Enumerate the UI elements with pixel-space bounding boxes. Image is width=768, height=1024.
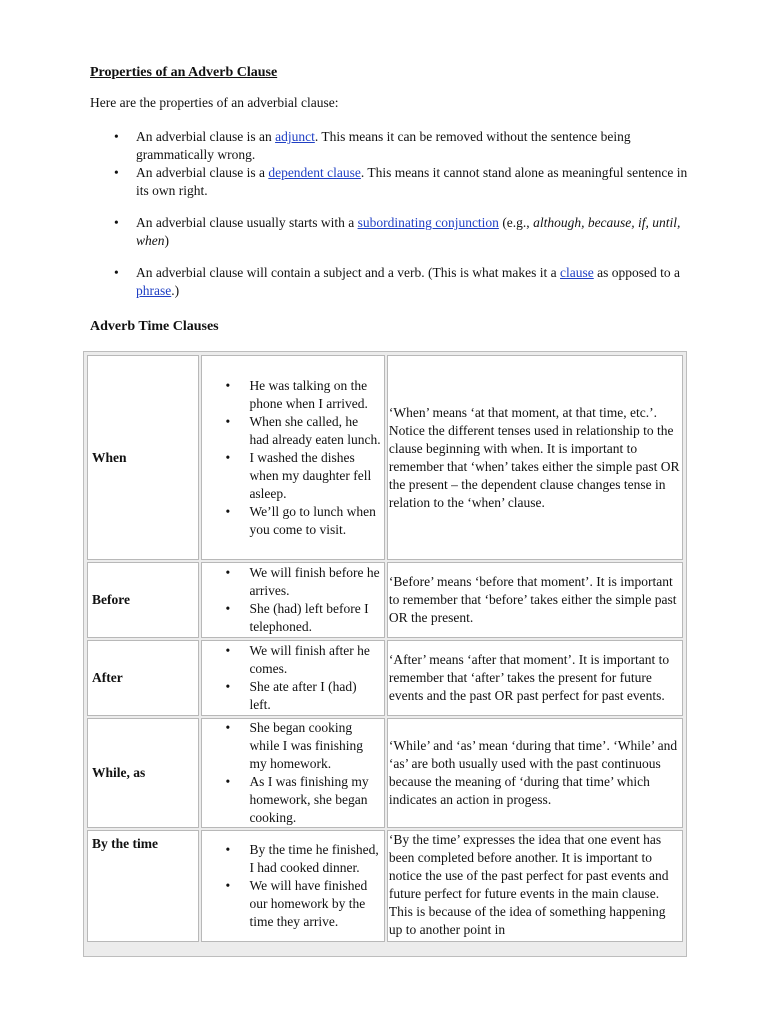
- examples-cell: [201, 830, 384, 942]
- clause-label: By the time: [87, 830, 199, 942]
- explanation-cell: ‘When’ means ‘at that moment, at that time, etc.’. Notice the different tenses used in relationship to the clause beginning with when. It is important to remember that ‘when’ takes either the simple past OR the present – the dependent clause changes tense in relation to the ‘when’ clause.: [387, 355, 683, 560]
- clause-label: After: [87, 640, 199, 716]
- example-item: • We will finish after he comes.: [203, 642, 382, 678]
- examples-cell: [201, 718, 384, 828]
- clause-link[interactable]: clause: [560, 265, 594, 280]
- clause-label: Before: [87, 562, 199, 638]
- example-item: • I washed the dishes when my daughter fell asleep.: [203, 449, 382, 503]
- phrase-link[interactable]: phrase: [136, 283, 172, 298]
- example-item: • As I was finishing my homework, she began cooking.: [203, 773, 382, 827]
- example-item: • We will finish before he arrives.: [203, 564, 382, 600]
- list-item: • An adverbial clause is an adjunct. This means it can be removed without the sentence being grammatically wrong.: [90, 128, 690, 164]
- table-row: [87, 640, 683, 716]
- table-row: [87, 355, 683, 560]
- example-item: • When she called, he had already eaten lunch.: [203, 413, 382, 449]
- example-item: • She (had) left before I telephoned.: [203, 600, 382, 636]
- explanation-cell: ‘Before’ means ‘before that moment’. It is important to remember that ‘before’ takes either the simple past OR the present.: [387, 562, 683, 638]
- intro-text: Here are the properties of an adverbial clause:: [90, 95, 339, 110]
- example-item: • By the time he finished, I had cooked dinner.: [203, 841, 382, 877]
- list-item: • An adverbial clause will contain a subject and a verb. (This is what makes it a clause as opposed to a phrase.): [90, 264, 690, 300]
- example-item: • We’ll go to lunch when you come to visit.: [203, 503, 382, 539]
- table-row: [87, 718, 683, 828]
- examples-cell: [201, 355, 384, 560]
- dependent-clause-link[interactable]: dependent clause: [268, 165, 361, 180]
- explanation-cell: ‘By the time’ expresses the idea that one event has been completed before another. It is important to notice the use of the past perfect for past events and future perfect for future events in the main clause. This is because of the idea of something happening up to another point in: [387, 830, 683, 942]
- subordinating-conjunction-link[interactable]: subordinating conjunction: [357, 215, 499, 230]
- table-row: [87, 830, 683, 942]
- example-item: • We will have finished our homework by the time they arrive.: [203, 877, 382, 931]
- adverb-time-clauses-table: [83, 351, 687, 957]
- page-title: Properties of an Adverb Clause: [90, 65, 278, 80]
- table-row: [87, 562, 683, 638]
- table-title: Adverb Time Clauses: [90, 319, 219, 334]
- properties-list: [90, 128, 690, 300]
- adjunct-link[interactable]: adjunct: [275, 129, 315, 144]
- example-item: • She ate after I (had) left.: [203, 678, 382, 714]
- examples-cell: [201, 640, 384, 716]
- explanation-cell: ‘After’ means ‘after that moment’. It is important to remember that ‘after’ takes the present for future events and the past OR past perfect for past events.: [387, 640, 683, 716]
- example-item: • He was talking on the phone when I arrived.: [203, 377, 382, 413]
- examples-cell: [201, 562, 384, 638]
- clause-label: While, as: [87, 718, 199, 828]
- list-item: • An adverbial clause usually starts with a subordinating conjunction (e.g., although, because, if, until, when): [90, 214, 690, 250]
- example-item: • She began cooking while I was finishing my homework.: [203, 719, 382, 773]
- explanation-cell: ‘While’ and ‘as’ mean ‘during that time’. ‘While’ and ‘as’ are both usually used with the past continuous because the meaning of ‘during that time’ which indicates an action in progess.: [387, 718, 683, 828]
- list-item: • An adverbial clause is a dependent clause. This means it cannot stand alone as meaningful sentence in its own right.: [90, 164, 690, 200]
- clause-label: When: [87, 355, 199, 560]
